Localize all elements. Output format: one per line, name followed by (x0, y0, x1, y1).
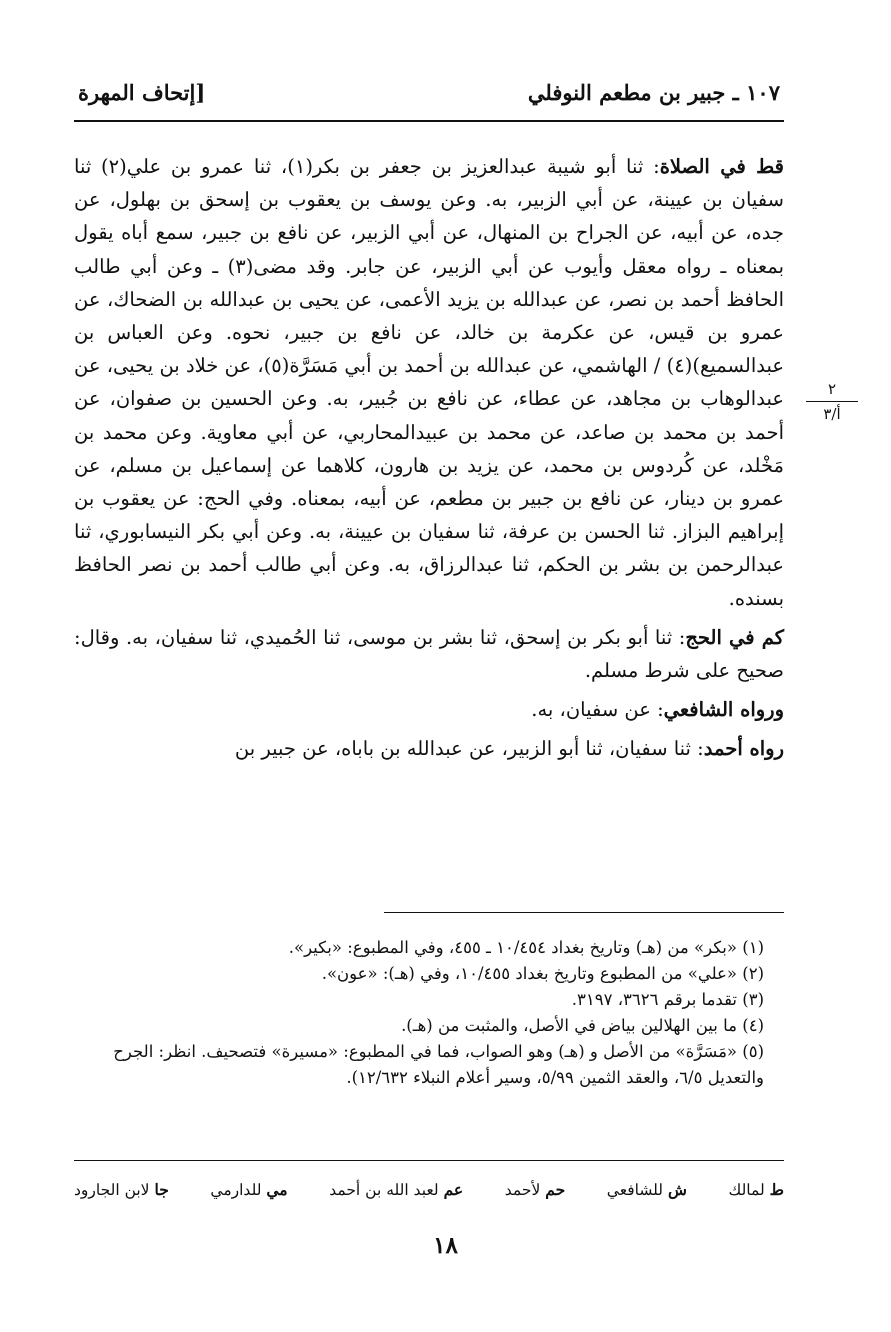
margin-ref-divider (806, 401, 858, 402)
margin-ref-top: ٢ (827, 380, 837, 398)
abbr-item (329, 1180, 463, 1199)
footnote-2: (٢) «علي» من المطبوع وتاريخ بغداد ١٠/٤٥٥، وفي (هـ): «عون». (321, 964, 764, 983)
abbr-label: لابن الجارود (74, 1181, 150, 1199)
abbr-item (729, 1180, 784, 1199)
paragraph-ahmad-text: : ثنا سفيان، ثنا أبو الزبير، عن عبدالله بن باباه، عن جبير بن (234, 737, 704, 761)
page-number: ١٨ (433, 1232, 458, 1259)
footnote-4: (٤) ما بين الهلالين بياض في الأصل، والمثبت من (هـ). (401, 1016, 764, 1035)
margin-ref-bottom: أ/٣ (823, 405, 841, 423)
paragraph-qt-text: : ثنا أبو شيبة عبدالعزيز بن جعفر بن بكر(١)، ثنا عمرو بن علي(٢) ثنا سفيان بن عيينة، عن أبي الزبير، به. وعن يوسف بن يعقوب بن إسحق بن بهلول، عن جده، عن أبيه، عن الجراح بن المنهال، عن أبي الزبير، عن نافع بن جبير، سمع أباه يقول بمعناه ـ رواه معقل وأيوب عن أبي الزبير، عن جابر. وقد مضى(٣) ـ وعن أبي طالب الحافظ أحمد بن نصر، عن عبدالله بن يزيد الأعمى، عن يحيى بن عبدالله بن الضحاك، عن عمرو بن قيس، عن عكرمة بن خالد، عن نافع بن جبير، نحوه. وعن العباس بن عبدالسميع)(٤) / الهاشمي، عن عبدالله بن أحمد بن أبي مَسَرَّة(٥)، عن خلاد بن يحيى، عن عبدالوهاب بن مجاهد، عن عطاء، عن نافع بن جُبير، به. وعن الحسين بن صفوان، عن أحمد بن محمد بن صاعد، عن محمد بن عبيدالمحاربي، عن أبي معاوية. وعن محمد بن مَخْلد، عن كُردوس بن محمد، عن يزيد بن هارون، كلاهما عن إسماعيل بن مسلم، عن عمرو بن دينار، عن نافع بن جبير بن مطعم، عن أبيه، بمعناه. وفي الحج: عن يعقوب بن إبراهيم البزاز. ثنا الحسن بن عرفة، ثنا سفيان بن عيينة، به. وعن أبي بكر النيسابوري، ثنا عبدالرحمن بن بشر بن الحكم، ثنا عبدالرزاق، به. وعن أبي طالب أحمد بن نصر الحافظ بسنده. (74, 155, 784, 610)
abbr-item (505, 1180, 565, 1199)
paragraph-qt (74, 150, 784, 615)
abbr-code: مي (266, 1180, 288, 1199)
abbreviations-key (74, 1180, 784, 1199)
abbr-code: عم (443, 1180, 464, 1199)
paragraph-qt-lead: قط في الصلاة (659, 155, 784, 178)
abbr-code: ش (667, 1180, 687, 1199)
abbreviations-rule (74, 1160, 784, 1161)
footnote-1: (١) «بكر» من (هـ) وتاريخ بغداد ١٠/٤٥٤ ـ ٤٥٥، وفي المطبوع: «بكير». (288, 938, 764, 957)
footnote-3: (٣) تقدما برقم ٣٦٢٦، ٣١٩٧. (571, 990, 764, 1009)
abbr-label: للشافعي (606, 1181, 664, 1199)
header-rule (74, 120, 784, 122)
footnotes (74, 935, 784, 1091)
abbr-label: لأحمد (504, 1181, 541, 1199)
paragraph-shafii-lead: ورواه الشافعي (663, 698, 784, 722)
header-chapter-title: ١٠٧ ـ جبير بن مطعم النوفلي (527, 79, 780, 105)
paragraph-ahmad (74, 732, 784, 765)
paragraph-shafii (74, 693, 784, 726)
abbr-label: للدارمي (210, 1181, 262, 1199)
abbr-code: ط (769, 1180, 784, 1199)
running-header (78, 70, 780, 114)
abbr-label: لعبد الله بن أحمد (329, 1181, 439, 1199)
paragraph-ahmad-lead: رواه أحمد (703, 737, 784, 761)
abbr-label: لمالك (728, 1181, 765, 1199)
paragraph-km (74, 621, 784, 687)
footnote-5: (٥) «مَسَرَّة» من الأصل و (هـ) وهو الصواب، فما في المطبوع: «مسيرة» فتصحيف. انظر: الجرح والتعديل ٦/٥، والعقد الثمين ٥/٩٩، وسير أعلام النبلاء ١٢/٦٣٢). (113, 1042, 764, 1087)
abbr-item (210, 1180, 287, 1199)
abbr-item (74, 1180, 169, 1199)
abbr-code: جا (154, 1180, 169, 1199)
abbr-code: حم (545, 1180, 566, 1199)
footnotes-rule (384, 912, 784, 913)
abbr-item (607, 1180, 687, 1199)
margin-manuscript-ref (806, 380, 858, 423)
paragraph-km-text: : ثنا أبو بكر بن إسحق، ثنا بشر بن موسى، ثنا الحُميدي، ثنا سفيان، به. وقال: صحيح على شرط مسلم. (74, 625, 784, 683)
paragraph-shafii-text: : عن سفيان، به. (531, 698, 664, 722)
main-text (74, 150, 784, 766)
header-book-title: [إتحاف المهرة (78, 79, 206, 105)
paragraph-km-lead: كم في الحج (685, 625, 784, 649)
